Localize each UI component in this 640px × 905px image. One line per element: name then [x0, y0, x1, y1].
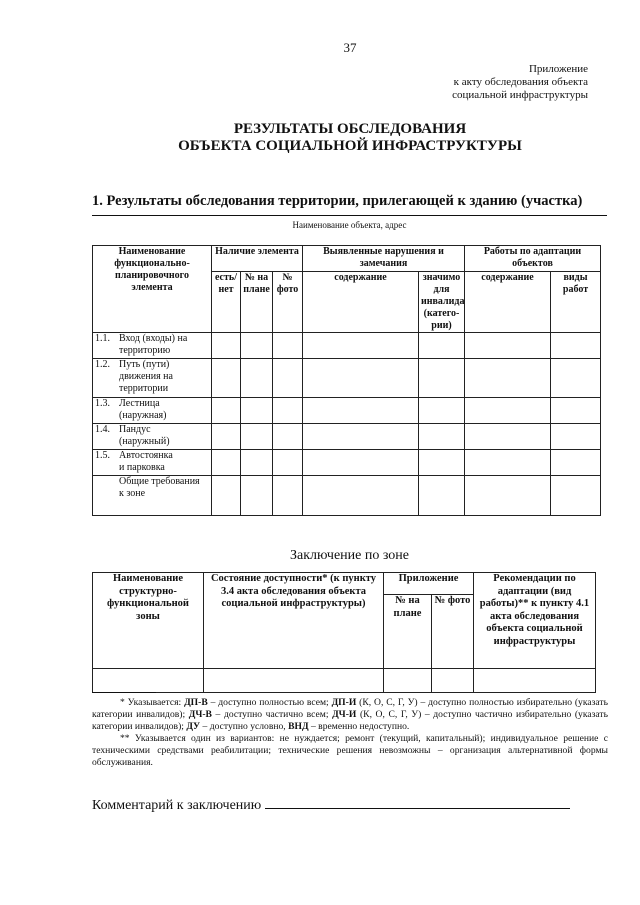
header-works: Работы по адаптации объектов	[465, 246, 601, 272]
cell-significant[interactable]	[419, 476, 465, 516]
cell-works-content[interactable]	[465, 359, 551, 398]
cell-content[interactable]	[303, 476, 419, 516]
subheader-works-content: содержание	[465, 272, 551, 333]
cell-works-kind[interactable]	[551, 424, 601, 450]
row-label-line-1: Вход (входы) на	[119, 333, 188, 344]
row-label-line-2: (наружный)	[119, 436, 170, 447]
cell-content[interactable]	[303, 398, 419, 424]
cell-significant[interactable]	[419, 333, 465, 359]
row-name	[93, 476, 212, 516]
row-label-line-1: Общие требования	[119, 476, 200, 487]
cell-works-content[interactable]	[465, 398, 551, 424]
cell-works-kind[interactable]	[551, 398, 601, 424]
subheader-plan-number: № на плане	[384, 595, 432, 669]
cell-plan[interactable]	[384, 669, 432, 693]
cell-works-kind[interactable]	[551, 359, 601, 398]
row-number: 1.3.	[95, 398, 110, 409]
appendix-line-2: к акту обследования объекта	[453, 76, 588, 88]
object-name-caption: Наименование объекта, адрес	[292, 220, 407, 230]
cell-photo[interactable]	[273, 359, 303, 398]
row-label-line-2: движения на	[119, 371, 173, 382]
document-title	[0, 121, 640, 155]
row-label-line-1: Автостоянка	[119, 450, 173, 461]
row-name	[93, 359, 212, 398]
cell-content[interactable]	[303, 359, 419, 398]
cell-zone-name[interactable]	[93, 669, 204, 693]
code-dch-v: ДЧ-В	[188, 709, 212, 720]
row-number: 1.5.	[95, 450, 110, 461]
cell-works-content[interactable]	[465, 450, 551, 476]
cell-significant[interactable]	[419, 359, 465, 398]
cell-has[interactable]	[212, 398, 241, 424]
row-label-line-2: к зоне	[119, 488, 146, 499]
cell-plan[interactable]	[241, 333, 273, 359]
row-name	[93, 333, 212, 359]
comment-label: Комментарий к заключению	[92, 798, 262, 813]
cell-has[interactable]	[212, 424, 241, 450]
row-label-line-3: территории	[119, 383, 169, 394]
cell-plan[interactable]	[241, 398, 273, 424]
subheader-significant: значимо для инвалида (катего-рии)	[419, 272, 465, 333]
row-label-line-2: и парковка	[119, 462, 165, 473]
header-recommendations: Рекомендации по адаптации (вид работы)** к пункту 4.1 акта обследования объекта социальной инфраструктуры	[474, 573, 596, 669]
footnote-1-text: * Указывается:	[120, 697, 185, 708]
territory-survey-table	[92, 245, 601, 516]
row-number: 1.4.	[95, 424, 110, 435]
zone-conclusion-title: Заключение по зоне	[289, 548, 410, 563]
row-label-line-1: Лестница	[119, 398, 160, 409]
cell-has[interactable]	[212, 450, 241, 476]
object-name-line	[92, 215, 607, 216]
header-appendix: Приложение	[384, 573, 474, 595]
footnote-1-text: (К, О, С, Г, У) – доступно частично избирательно (указать категории инвалидов);	[92, 709, 608, 732]
row-label-line-2: (наружная)	[119, 410, 167, 421]
row-label-line-1: Путь (пути)	[119, 359, 170, 370]
row-label-line-2: территорию	[119, 345, 171, 356]
appendix-note	[452, 63, 588, 102]
cell-photo[interactable]	[273, 476, 303, 516]
cell-plan[interactable]	[241, 424, 273, 450]
footnote-1-text: – доступно частично всем;	[211, 709, 333, 720]
cell-has[interactable]	[212, 333, 241, 359]
footnote-1	[92, 697, 608, 733]
cell-works-content[interactable]	[465, 333, 551, 359]
title-line-2: ОБЪЕКТА СОЦИАЛЬНОЙ ИНФРАСТРУКТУРЫ	[178, 138, 522, 154]
row-name	[93, 424, 212, 450]
comment-input-line[interactable]	[265, 794, 570, 809]
footnote-1-text: (К, О, С, Г, У) – доступно полностью избирательно (указать категории инвалидов);	[92, 697, 608, 720]
cell-content[interactable]	[303, 450, 419, 476]
cell-photo[interactable]	[273, 398, 303, 424]
section-1-heading: 1. Результаты обследования территории, прилегающей к зданию (участка)	[92, 193, 583, 209]
code-du: ДУ	[186, 721, 201, 732]
code-dch-i: ДЧ-И	[332, 709, 357, 720]
subheader-works-kind: виды работ	[551, 272, 601, 333]
cell-photo[interactable]	[432, 669, 474, 693]
cell-recommendations[interactable]	[474, 669, 596, 693]
cell-accessibility-state[interactable]	[204, 669, 384, 693]
cell-works-kind[interactable]	[551, 476, 601, 516]
cell-photo[interactable]	[273, 424, 303, 450]
row-number: 1.1.	[95, 333, 110, 344]
header-accessibility-state: Состояние доступности* (к пункту 3.4 акта обследования объекта социальной инфраструктуры)	[204, 573, 384, 669]
footnotes	[92, 697, 608, 769]
table-row	[93, 669, 596, 693]
cell-significant[interactable]	[419, 450, 465, 476]
page-number: 37	[343, 40, 357, 55]
footnote-2: ** Указывается один из вариантов: не нуждается; ремонт (текущий, капитальный); индивидуальное решение с техническими средствами реабилитации; технические решения невозможны – организация альтернативной формы обслуживания.	[92, 733, 608, 768]
code-dp-i: ДП-И	[331, 697, 357, 708]
table-row	[93, 359, 601, 398]
row-number: 1.2.	[95, 359, 110, 370]
row-label-line-1: Пандус	[119, 424, 151, 435]
table-row	[93, 333, 601, 359]
cell-has[interactable]	[212, 476, 241, 516]
comment-row	[92, 794, 570, 814]
code-vnd: ВНД	[288, 721, 309, 732]
cell-works-kind[interactable]	[551, 333, 601, 359]
cell-works-content[interactable]	[465, 424, 551, 450]
code-dp-v: ДП-В	[184, 697, 208, 708]
subheader-has: есть/ нет	[212, 272, 241, 333]
header-presence: Наличие элемента	[212, 246, 303, 272]
cell-photo[interactable]	[273, 450, 303, 476]
footnote-1-text: – доступно условно,	[200, 721, 289, 732]
cell-photo[interactable]	[273, 333, 303, 359]
table-row	[93, 476, 601, 516]
cell-significant[interactable]	[419, 398, 465, 424]
subheader-plan-number: № на плане	[241, 272, 273, 333]
zone-conclusion-table	[92, 572, 596, 693]
cell-has[interactable]	[212, 359, 241, 398]
header-zone-name: Наименование структурно-функциональной зоны	[93, 573, 204, 669]
title-line-1: РЕЗУЛЬТАТЫ ОБСЛЕДОВАНИЯ	[233, 121, 467, 137]
table-row	[93, 450, 601, 476]
appendix-line-3: социальной инфраструктуры	[452, 89, 588, 101]
appendix-line-1: Приложение	[528, 63, 588, 75]
subheader-violation-content: содержание	[303, 272, 419, 333]
footnote-1-text: – временно недоступно.	[308, 721, 410, 732]
row-name	[93, 450, 212, 476]
subheader-photo-number: № фото	[432, 595, 474, 669]
table-row	[93, 398, 601, 424]
header-violations: Выявленные нарушения и замечания	[303, 246, 465, 272]
table-row	[93, 424, 601, 450]
footnote-1-text: – доступно полностью всем;	[207, 697, 332, 708]
cell-plan[interactable]	[241, 450, 273, 476]
cell-content[interactable]	[303, 424, 419, 450]
cell-plan[interactable]	[241, 476, 273, 516]
footnote-separator	[92, 692, 156, 693]
subheader-photo-number: № фото	[273, 272, 303, 333]
cell-works-content[interactable]	[465, 476, 551, 516]
cell-works-kind[interactable]	[551, 450, 601, 476]
header-element-name: Наименование функционально-планировочного элемента	[93, 246, 212, 333]
cell-significant[interactable]	[419, 424, 465, 450]
row-name	[93, 398, 212, 424]
cell-plan[interactable]	[241, 359, 273, 398]
cell-content[interactable]	[303, 333, 419, 359]
